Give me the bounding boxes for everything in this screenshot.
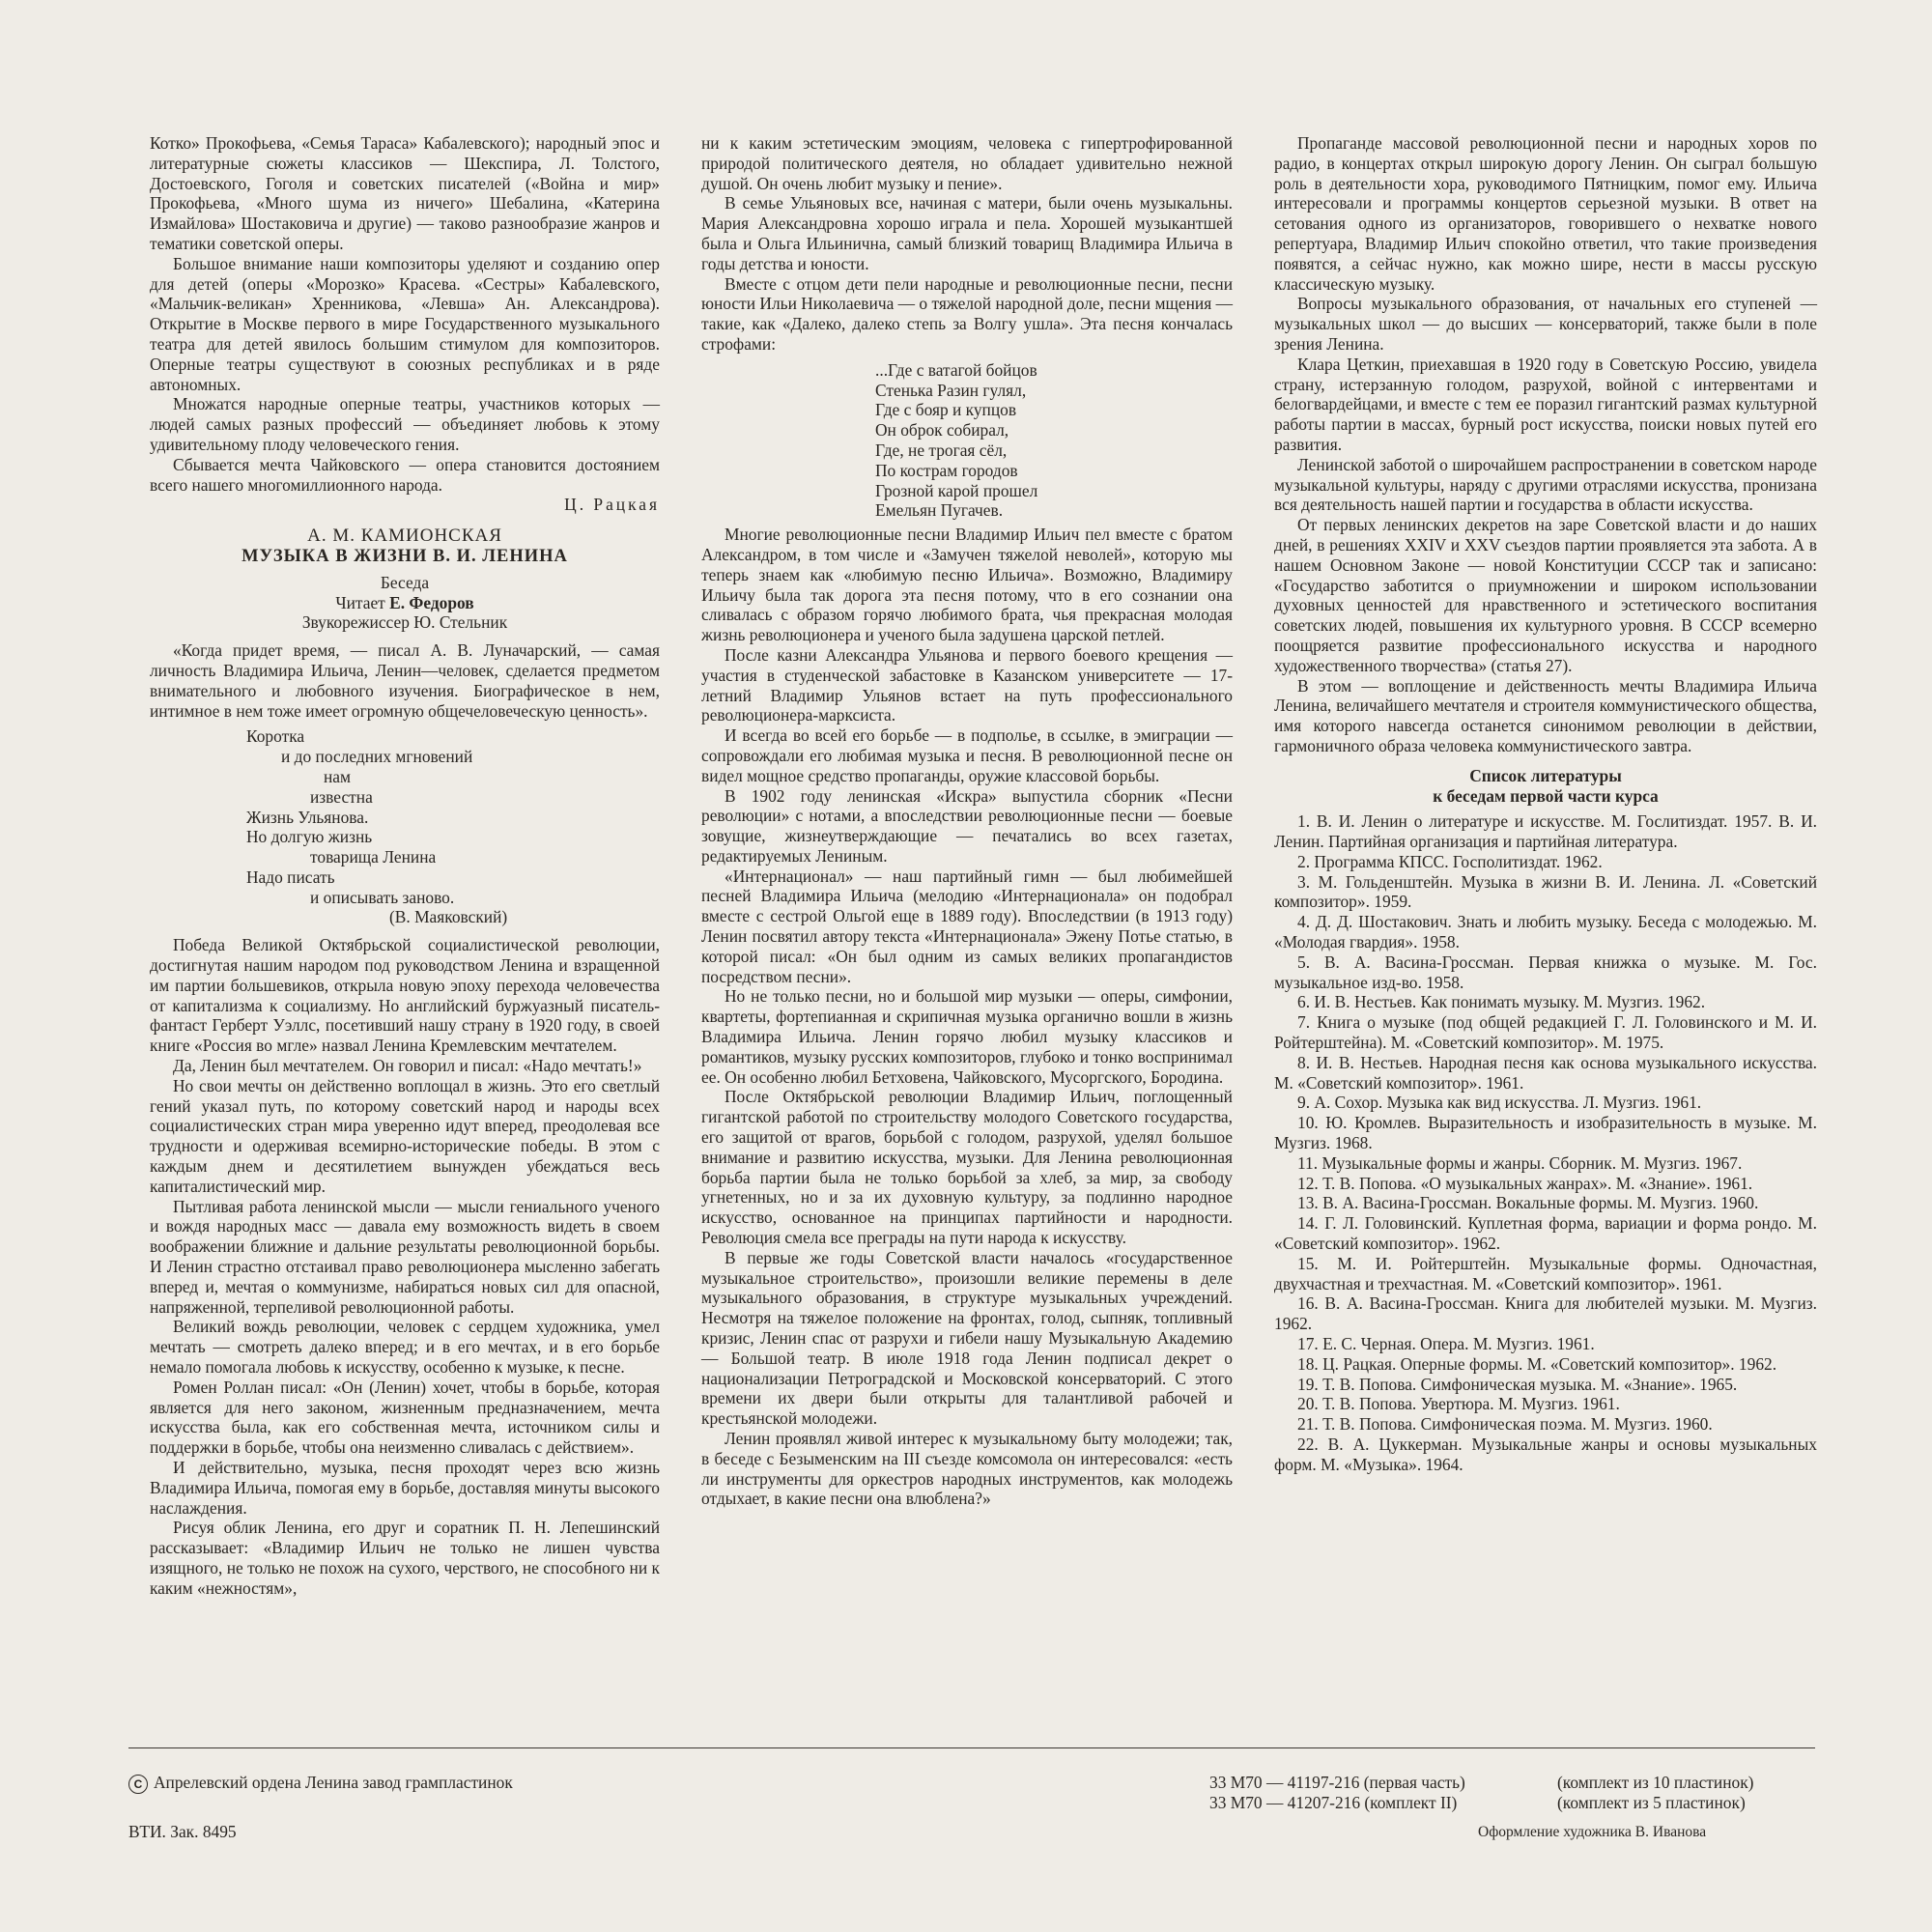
mayakovsky-poem — [150, 726, 660, 927]
article-title: МУЗЫКА В ЖИЗНИ В. И. ЛЕНИНА — [242, 546, 568, 566]
bibliography-item: 11. Музыкальные формы и жанры. Сборник. М. Музгиз. 1967. — [1297, 1152, 1743, 1173]
design-credit: Оформление художника В. Иванова — [1478, 1824, 1707, 1840]
bibliography-item: 4. Д. Д. Шостакович. Знать и любить музыку. Беседа с молодежью. М. «Молодая гвардия». 1958. — [1274, 912, 1817, 952]
paragraph: Сбывается мечта Чайковского — опера становится достоянием всего нашего многомиллионного народа. — [150, 454, 660, 495]
poem-line: нам — [324, 766, 352, 786]
paragraph: Ленинской заботой о широчайшем распространении в советском народе музыкальной культуры, наряду с другими отраслями искусства, пронизана вся деятельность нашей партии и государства в области искусства. — [1274, 454, 1817, 515]
set-info: (комплект из 5 пластинок) — [1557, 1793, 1746, 1812]
paragraph: Пропаганде массовой революционной песни и народных хоров по радио, в концертах открыл широкую дорогу Ленин. Он сыграл большую роль в деятельности хора, руководимого Пятницким, помог ему. Ильича интересовали и программы концертов серьезной музыки. В ответ на сетования одного из организаторов, говорившего о нехватке нового репертуара, Владимир Ильич спокойно ответил, что такие произведения появятся, а сейчас нужно, как можно шире, нести в массы русскую классическую музыку. — [1274, 133, 1817, 294]
bibliography-item: 5. В. А. Васина-Гроссман. Первая книжка о музыке. М. Гос. музыкальное изд-во. 1958. — [1274, 952, 1817, 992]
sound-engineer-credit: Звукорежиссер Ю. Стельник — [301, 612, 508, 633]
paragraph: Вопросы музыкального образования, от начальных его ступеней — музыкальных школ — до высших — консерваторий, также были в поле зрения Ленина. — [1274, 294, 1817, 354]
poem-line: Емельян Пугачев. — [875, 500, 1004, 521]
paragraph: Множатся народные оперные театры, участников которых — людей самых разных профессий — объединяет любовь к этому удивительному плоду человеческого гения. — [150, 394, 660, 454]
paragraph: Клара Цеткин, приехавшая в 1920 году в Советскую Россию, увидела страну, истерзанную голодом, разрухой, войной с интервентами и белогвардейцами, и вместе с тем ее поразил гигантский размах культурной работы партии в массах, бурный рост искусства, поиски новых путей его развития. — [1274, 354, 1817, 454]
paragraph: Но не только песни, но и большой мир музыки — оперы, симфонии, квартеты, фортепианная и скрипичная музыка органично вошли в жизнь Владимира Ильича. Ленин горячо любил музыку классиков и романтиков, музыку русских композиторов, глубоко и тонко воспринимал ее. Он особенно любил Бетховена, Чайковского, Мусоргского, Бородина. — [701, 986, 1233, 1087]
paragraph: Рисуя облик Ленина, его друг и соратник П. Н. Лепешинский рассказывает: «Владимир Ильич не только не лишен чувства изящного, не только не похож на сухого, черствого, не способного ни к каким «нежностям», — [150, 1518, 660, 1598]
bibliography-item: 9. А. Сохор. Музыка как вид искусства. Л. Музгиз. 1961. — [1297, 1093, 1702, 1113]
bibliography-item: 13. В. А. Васина-Гроссман. Вокальные формы. М. Музгиз. 1960. — [1297, 1193, 1759, 1213]
poem-line: ...Где с ватагой бойцов — [875, 359, 1037, 380]
poem-line: известна — [310, 786, 373, 807]
bibliography-item: 15. М. И. Ройтерштейн. Музыкальные формы. Одночастная, двухчастная и трехчастная. М. «Советский композитор». 1961. — [1274, 1253, 1817, 1293]
folk-song-stanza — [701, 360, 1233, 521]
paragraph: И всегда во всей его борьбе — в подполье, в ссылке, в эмиграции — сопровождали его любимая музыка и песня. В революционной песне он видел мощное средство пропаганды, оружие классовой борьбы. — [701, 725, 1233, 785]
poem-line: Но долгую жизнь — [246, 827, 373, 847]
bibliography-item: 10. Ю. Кромлев. Выразительность и изобразительность в музыке. М. Музгиз. 1968. — [1274, 1113, 1817, 1153]
copyright-icon: C — [128, 1775, 148, 1794]
paragraph: Но свои мечты он действенно воплощал в жизнь. Это его светлый гений указал путь, по которому советский народ и народы всех социалистических стран мира уверенно идут вперед, преодолевая все трудности и одерживая всемирно-исторические победы. В этом с каждым днем и десятилетием вынужден убеждаться весь капиталистический мир. — [150, 1075, 660, 1196]
paragraph: ни к каким эстетическим эмоциям, человека с гипертрофированной природой политического деятеля, но обладает удивительно нежной душой. Он очень любит музыку и пение». — [701, 133, 1233, 193]
bibliography-item: 2. Программа КПСС. Госполитиздат. 1962. — [1297, 851, 1603, 871]
bibliography-item: 22. В. А. Цуккерман. Музыкальные жанры и основы музыкальных форм. М. «Музыка». 1964. — [1274, 1435, 1817, 1474]
paragraph: Победа Великой Октябрьской социалистической революции, достигнутая нашим народом под руководством Ленина и взращенной им партии большевиков, открыла новую эпоху перехода человечества от капитализма к социализму. Но английский буржуазный писатель-фантаст Герберт Уэллс, посетивший нашу страну в 1920 году, в своей книге «Россия во мгле» назвал Ленина Кремлевским мечтателем. — [150, 935, 660, 1056]
paragraph: Многие революционные песни Владимир Ильич пел вместе с братом Александром, в том числе и «Замучен тяжелой неволей», которую мы теперь знаем как «любимую песню Ильича». Возможно, Владимиру Ильичу была так дорога эта песня потому, что в его сознании она сливалась с образом горячо любимого брата, чья прекрасная молодая жизнь революционера и ученого была задушена царской петлей. — [701, 525, 1233, 645]
paragraph: Котко» Прокофьева, «Семья Тараса» Кабалевского); народный эпос и литературные сюжеты классиков — Шекспира, Л. Толстого, Достоевского, Гоголя и советских писателей («Война и мир» Прокофьева, «Много шума из ничего» Шебалина, «Катерина Измайлова» Шостаковича и другие) — таково разнообразие жанров и тематики советской оперы. — [150, 133, 660, 253]
bibliography-item: 17. Е. С. Черная. Опера. М. Музгиз. 1961. — [1297, 1334, 1595, 1354]
article-genre: Беседа — [380, 572, 430, 592]
paragraph: После казни Александра Ульянова и первого боевого крещения — участия в студенческой забастовке в Казанском университете — 17-летний Владимир Ульянов встает на путь профессионального революционера-марксиста. — [701, 644, 1233, 725]
bibliography-item: 14. Г. Л. Головинский. Куплетная форма, вариации и форма рондо. М. «Советский композитор». 1962. — [1274, 1213, 1817, 1254]
bibliography-item: 6. И. В. Нестьев. Как понимать музыку. М. Музгиз. 1962. — [1297, 992, 1706, 1012]
poem-line: Где с бояр и купцов — [875, 400, 1017, 420]
paragraph: Пытливая работа ленинской мысли — мысли гениального ученого и вождя народных масс — давала ему возможность видеть в своем воображении ближние и дальние результаты революционной борьбы. И Ленин страстно отстаивал право революционера мысленно забегать вперед и, мечтая о коммунизме, набираться новых сил для опасной, напряженной, терпеливой революционной работы. — [150, 1196, 660, 1317]
set-info: (комплект из 10 пластинок) — [1557, 1773, 1754, 1792]
poem-line: и описывать заново. — [310, 887, 455, 907]
paragraph: Великий вождь революции, человек с сердцем художника, умел мечтать — смотреть далеко вперед; и в его мечтах, и в его борьбе немало помогала любовь к искусству, особенно к музыке, к песне. — [150, 1317, 660, 1378]
paragraph: Большое внимание наши композиторы уделяют и созданию опер для детей (оперы «Морозко» Красева. «Сестры» Кабалевского, «Мальчик-великан» Хренникова, «Левша» Ан. Александрова). Открытие в Москве первого в мире Государственного музыкального театра для детей явилось большим стимулом для композиторов. Оперные театры существуют в союзных республиках и в ряде автономных. — [150, 253, 660, 394]
catalog-number: 33 М70 — 41197-216 (первая часть) — [1209, 1773, 1465, 1792]
bibliography-title: Список литературы — [1469, 765, 1622, 785]
bibliography-item: 20. Т. В. Попова. Увертюра. М. Музгиз. 1961. — [1297, 1394, 1620, 1414]
paragraph: Ленин проявлял живой интерес к музыкальному быту молодежи; так, в беседе с Безыменским на III съезде комсомола он интересовался: «есть ли инструменты для оркестров народных инструментов, как молодежь отдыхает, в какие песни она влюблена?» — [701, 1429, 1233, 1509]
bibliography-item: 1. В. И. Ленин о литературе и искусстве. М. Гослитиздат. 1957. В. И. Ленин. Партийная организация и партийная литература. — [1274, 811, 1817, 852]
paragraph: Ромен Роллан писал: «Он (Ленин) хочет, чтобы в борьбе, которая является для него законом, жизненным предназначением, мечта искусства была, как его собственная мечта, источником силы и поддержки в борьбе, чтобы она неизменно сливалась с действием». — [150, 1377, 660, 1458]
poem-line: товарища Ленина — [310, 847, 437, 867]
poem-line: По кострам городов — [875, 460, 1018, 480]
paragraph: В семье Ульяновых все, начиная с матери, были очень музыкальны. Мария Александровна хорошо играла и пела. Хорошей музыкантшей была и Ольга Ильинична, самый близкий товарищ Владимира Ильича в годы детства и юности. — [701, 193, 1233, 273]
poem-attribution: (В. Маяковский) — [389, 907, 508, 927]
column-right — [1274, 133, 1817, 1475]
paragraph: От первых ленинских декретов на заре Советской власти и до наших дней, в решениях XXIV и XXV съездов партии проявляется эта забота. А в нашем Основном Законе — новой Конституции СССР так и записано: «Государство заботится о приумножении и широком использовании духовных ценностей для нравственного и эстетического воспитания советских людей, повышения их культурного уровня. В СССР всемерно поощряется развитие профессионального искусства и народного художественного творчества» (статья 27). — [1274, 515, 1817, 675]
manufacturer: Апрелевский ордена Ленина завод грампластинок — [154, 1773, 513, 1792]
copyright-line — [128, 1773, 513, 1794]
bibliography-item: 18. Ц. Рацкая. Оперные формы. М. «Советский композитор». 1962. — [1297, 1353, 1777, 1374]
poem-line: и до последних мгновений — [281, 747, 473, 767]
paragraph: В этом — воплощение и действенность мечты Владимира Ильича Ленина, величайшего мечтателя и строителя коммунистического общества, имя которого навсегда останется синонимом революции в действии, гармоничного образа человека коммунистического завтра. — [1274, 675, 1817, 755]
reader-prefix: Читает — [335, 592, 390, 612]
poem-line: Он оброк собирал, — [875, 420, 1009, 440]
bibliography-subtitle: к беседам первой части курса — [1433, 785, 1659, 806]
paragraph: После Октябрьской революции Владимир Ильич, поглощенный гигантской работой по строительству молодого Советского государства, его защитой от врагов, борьбой с голодом, разрухой, уделял большое внимание и развитию искусства, музыки. Для Ленина революционная борьба партии была не только борьбой за хлеб, за мир, за свободу угнетенных, но и за их духовную культуру, за подлинно народное искусство, основанное на принципах партийности и народности. Революция смела все преграды на пути народа к искусству. — [701, 1087, 1233, 1248]
epigraph-quote: «Когда придет время, — писал А. В. Луначарский, — самая личность Владимира Ильича, Ленин—человек, сделается предметом внимательного и любовного изучения. Биографическое в нем, интимное в нем тоже имеет огромную общечеловеческую ценность». — [150, 640, 660, 721]
reader-credit — [150, 593, 660, 613]
bibliography-item: 19. Т. В. Попова. Симфоническая музыка. М. «Знание». 1965. — [1297, 1374, 1738, 1394]
paragraph: Вместе с отцом дети пели народные и революционные песни, песни юности Ильи Николаевича — о тяжелой народной доле, песни мщения — такие, как «Далеко, далеко степь за Волгу ушла». Эта песня кончалась строфами: — [701, 273, 1233, 354]
column-middle — [701, 133, 1233, 1509]
bibliography-item: 16. В. А. Васина-Гроссман. Книга для любителей музыки. М. Музгиз. 1962. — [1274, 1293, 1817, 1334]
bibliography-item: 7. Книга о музыке (под общей редакцией Г. Л. Головинского и М. И. Ройтерштейна). М. «Советский композитор». М. 1975. — [1274, 1012, 1817, 1053]
poem-line: Коротка — [246, 726, 305, 747]
paragraph: И действительно, музыка, песня проходят через всю жизнь Владимира Ильича, помогая ему в борьбе, доставляя минуты высокого наслаждения. — [150, 1458, 660, 1518]
footer-divider — [128, 1747, 1815, 1748]
bibliography-item: 21. Т. В. Попова. Симфоническая поэма. М. Музгиз. 1960. — [1297, 1414, 1713, 1435]
bibliography-item: 8. И. В. Нестьев. Народная песня как основа музыкального искусства. М. «Советский композитор». 1961. — [1274, 1052, 1817, 1093]
bibliography-item: 3. М. Гольденштейн. Музыка в жизни В. И. Ленина. Л. «Советский композитор». 1959. — [1274, 871, 1817, 912]
poem-line: Грозной карой прошел — [875, 480, 1038, 500]
author-signature: Ц. Рацкая — [564, 495, 660, 515]
article-author: А. М. КАМИОНСКАЯ — [307, 526, 502, 547]
column-left — [150, 133, 660, 1599]
paragraph: В 1902 году ленинская «Искра» выпустила сборник «Песни революции» с нотами, а впоследствии революционные песни — боевые зовущие, жизнеутверждающие — печатались во всех газетах, редактируемых Лениным. — [701, 785, 1233, 866]
poem-line: Жизнь Ульянова. — [246, 807, 369, 827]
paragraph: В первые же годы Советской власти началось «государственное музыкальное строительство», произошли великие перемены в деле музыкального образования, в структуре музыкальных учреждений. Несмотря на тяжелое положение на фронтах, голод, сыпняк, топливный кризис, Ленин спас от разрухи и гибели нашу Музыкальную Академию — Большой театр. В июле 1918 года Ленин подписал декрет о национализации Петроградской и Московской консерваторий. С этого времени их двери были открыты для талантливой рабочей и крестьянской молодежи. — [701, 1247, 1233, 1429]
paragraph: Да, Ленин был мечтателем. Он говорил и писал: «Надо мечтать!» — [173, 1056, 642, 1076]
reader-name: Е. Федоров — [389, 592, 474, 612]
bibliography-item: 12. Т. В. Попова. «О музыкальных жанрах». М. «Знание». 1961. — [1297, 1173, 1753, 1193]
poem-line: Стенька Разин гулял, — [875, 380, 1027, 400]
poem-line: Надо писать — [246, 867, 335, 887]
catalog-number: 33 М70 — 41207-216 (комплект II) — [1209, 1793, 1458, 1812]
poem-line: Где, не трогая сёл, — [875, 440, 1008, 460]
print-order: ВТИ. Зак. 8495 — [128, 1822, 237, 1841]
paragraph: «Интернационал» — наш партийный гимн — был любимейшей песней Владимира Ильича (мелодию «Интернационала» он подобрал вместе с сестрой Ольгой еще в 1889 году). Впоследствии (в 1913 году) Ленин посвятил автору текста «Интернационала» Эжену Потье статью, в которой писал: «Он был одним из самых великих пропагандистов посредством песни». — [701, 866, 1233, 986]
bibliography-list — [1274, 811, 1817, 1474]
